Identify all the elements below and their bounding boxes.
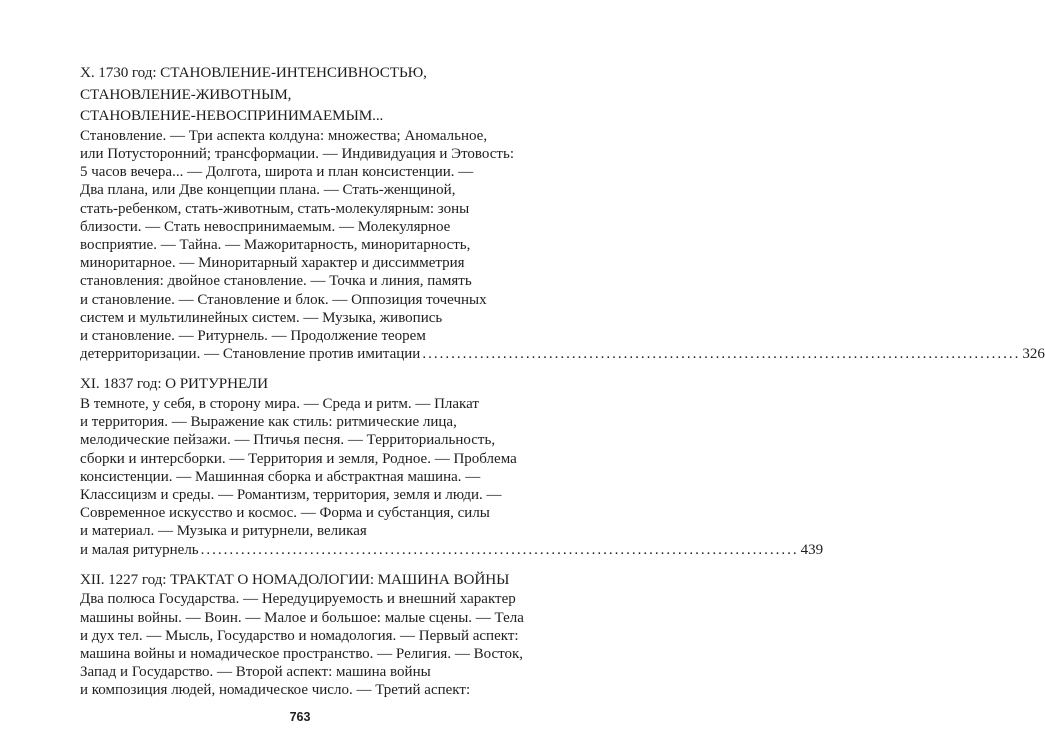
- summary-line: миноритарное. — Миноритарный характер и диссимметрия: [80, 255, 465, 272]
- summary-last-line: [80, 345, 1045, 363]
- chapter-xi: [80, 373, 824, 558]
- summary-line: Становление. — Три аспекта колдуна: множества; Аномальное,: [80, 127, 488, 144]
- chapter-summary: [80, 395, 824, 559]
- chapter-title-line: X. 1730 год: СТАНОВЛЕНИЕ-ИНТЕНСИВНОСТЬЮ,: [80, 64, 427, 81]
- summary-line: систем и мультилинейных систем. — Музыка, живопись: [80, 309, 443, 326]
- page-reference: 326: [1022, 346, 1045, 363]
- summary-last-text: детерриторизации. — Становление против имитации: [80, 346, 421, 363]
- summary-line: Два плана, или Две концепции плана. — Стать-женщиной,: [80, 182, 456, 199]
- summary-line: и дух тел. — Мысль, Государство и номадология. — Первый аспект:: [80, 627, 519, 644]
- summary-line: и становление. — Ритурнель. — Продолжение теорем: [80, 328, 426, 345]
- summary-line: Два полюса Государства. — Нередуцируемость и внешний характер: [80, 591, 516, 608]
- page-reference: 439: [800, 541, 824, 558]
- chapter-title-line: СТАНОВЛЕНИЕ-НЕВОСПРИНИМАЕМЫМ...: [80, 107, 384, 125]
- chapter-x: [80, 62, 1045, 363]
- chapter-title-line: XII. 1227 год: ТРАКТАТ О НОМАДОЛОГИИ: МАШИНА ВОЙНЫ: [80, 570, 510, 588]
- summary-line: стать-ребенком, стать-животным, стать-молекулярным: зоны: [80, 200, 470, 217]
- summary-last-line: [80, 541, 824, 559]
- summary-line: и становление. — Становление и блок. — Оппозиция точечных: [80, 291, 487, 308]
- chapter-title: [80, 62, 500, 127]
- chapter-title-line: СТАНОВЛЕНИЕ-ЖИВОТНЫМ,: [80, 85, 292, 103]
- page-number: 763: [289, 710, 311, 724]
- dot-leader: ........................................................................................................: [200, 541, 799, 558]
- summary-line: машина войны и номадическое пространство. — Религия. — Восток,: [80, 646, 523, 663]
- chapter-title: [80, 569, 510, 591]
- summary-line: сборки и интерсборки. — Территория и земля, Родное. — Проблема: [80, 450, 517, 467]
- summary-line: мелодические пейзажи. — Птичья песня. — Территориальность,: [80, 432, 496, 449]
- chapter-summary: [80, 590, 524, 699]
- dot-leader: ........................................................................................................: [422, 346, 1021, 363]
- summary-line: машины войны. — Воин. — Малое и большое: малые сцены. — Тела: [80, 609, 524, 626]
- summary-line: Запад и Государство. — Второй аспект: машина войны: [80, 664, 431, 681]
- summary-line: и материал. — Музыка и ритурнели, великая: [80, 523, 367, 540]
- summary-line: или Потусторонний; трансформации. — Индивидуация и Этовость:: [80, 145, 514, 162]
- summary-line: близости. — Стать невоспринимаемым. — Молекулярное: [80, 218, 451, 235]
- chapter-xii: [80, 569, 524, 700]
- summary-line: становления: двойное становление. — Точка и линия, память: [80, 273, 472, 290]
- summary-line: и композиция людей, номадическое число. — Третий аспект:: [80, 682, 471, 699]
- table-of-contents: [80, 62, 1045, 700]
- summary-line: 5 часов вечера... — Долгота, широта и план консистенции. —: [80, 164, 474, 181]
- summary-line: и территория. — Выражение как стиль: ритмические лица,: [80, 414, 457, 431]
- summary-line: восприятие. — Тайна. — Мажоритарность, миноритарность,: [80, 237, 471, 253]
- chapter-title: [80, 373, 500, 395]
- summary-line: Современное искусство и космос. — Форма и субстанция, силы: [80, 505, 490, 522]
- chapter-title-line: XI. 1837 год: О РИТУРНЕЛИ: [80, 375, 269, 393]
- summary-line: Классицизм и среды. — Романтизм, территория, земля и люди. —: [80, 487, 502, 504]
- summary-line: В темноте, у себя, в сторону мира. — Среда и ритм. — Плакат: [80, 396, 479, 413]
- summary-last-text: и малая ритурнель: [80, 541, 199, 558]
- summary-line: консистенции. — Машинная сборка и абстрактная машина. —: [80, 468, 481, 485]
- chapter-summary: [80, 127, 1045, 364]
